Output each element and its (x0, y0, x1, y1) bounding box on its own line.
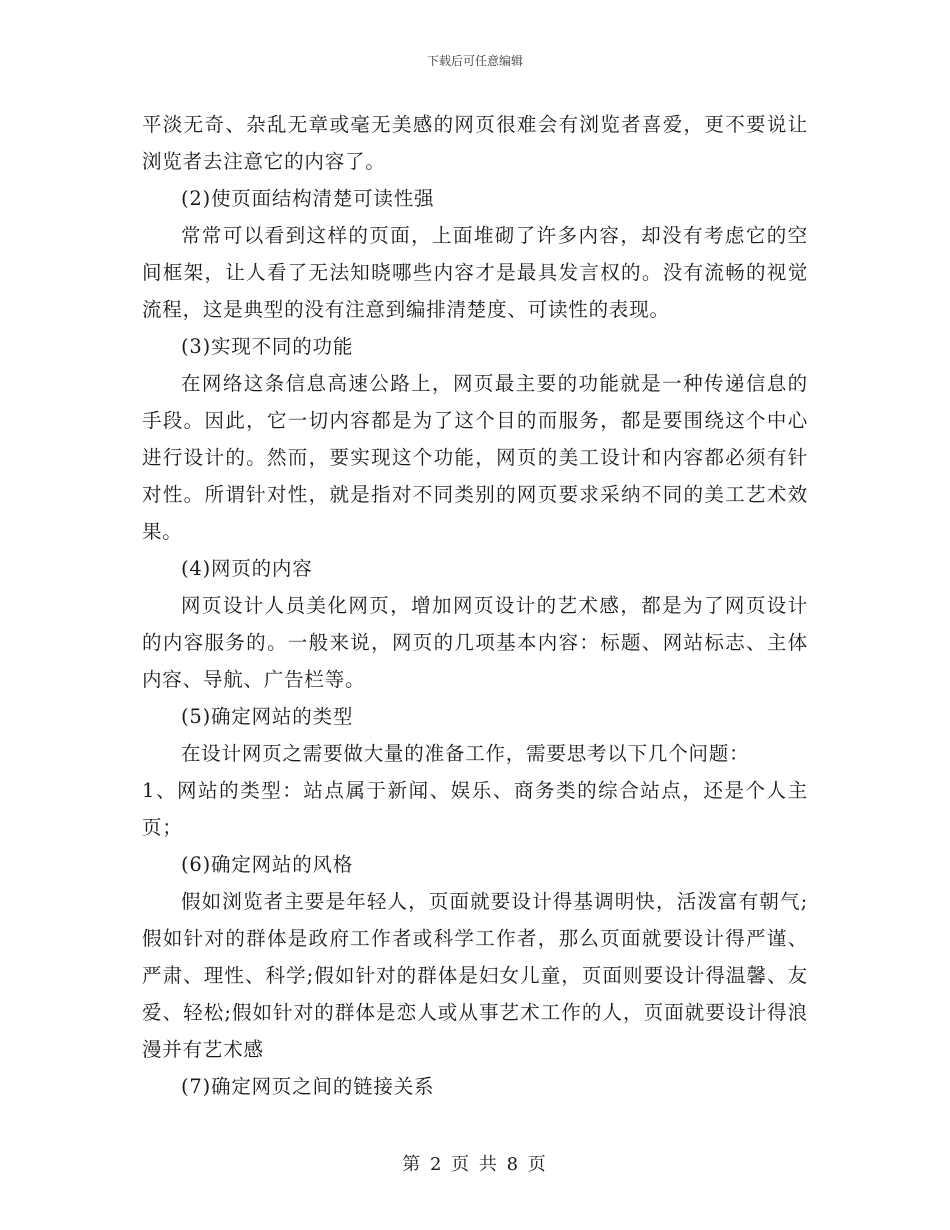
paragraph: 网页设计人员美化网页，增加网页设计的艺术感，都是为了网页设计的内容服务的。一般来说，网页的几项基本内容：标题、网站标志、主体内容、导航、广告栏等。 (142, 594, 808, 691)
paragraph: 在设计网页之需要做大量的准备工作，需要思考以下几个问题： (181, 742, 750, 765)
paragraph: 假如浏览者主要是年轻人，页面就要设计得基调明快，活泼富有朝气;假如针对的群体是政府工作者或科学工作者，那么页面就要设计得严谨、严肃、理性、科学;假如针对的群体是妇女儿童，页面则要设计得温馨、友爱、轻松;假如针对的群体是恋人或从事艺术工作的人，页面就要设计得浪漫并有艺术感 (142, 890, 808, 1061)
section-heading: (3)实现不同的功能 (181, 335, 354, 358)
section-heading: (6)确定网站的风格 (181, 853, 354, 876)
document-body (142, 106, 808, 1105)
section-heading: (5)确定网站的类型 (181, 705, 354, 728)
section-heading: (4)网页的内容 (181, 557, 313, 580)
page-header: 下载后可任意编辑 (426, 54, 523, 68)
paragraph: 在网络这条信息高速公路上，网页最主要的功能就是一种传递信息的手段。因此，它一切内容都是为了这个目的而服务，都是要围绕这个中心进行设计的。然而，要实现这个功能，网页的美工设计和内容都必须有针对性。所谓针对性，就是指对不同类别的网页要求采纳不同的美工艺术效果。 (142, 372, 808, 543)
list-item: 1、网站的类型：站点属于新闻、娱乐、商务类的综合站点，还是个人主页； (142, 779, 808, 839)
page-footer: 第 2 页 共 8 页 (402, 1154, 548, 1175)
paragraph-continuation: 平淡无奇、杂乱无章或毫无美感的网页很难会有浏览者喜爱，更不要说让浏览者去注意它的内容了。 (142, 113, 808, 173)
section-heading: (2)使页面结构清楚可读性强 (181, 187, 435, 210)
section-heading: (7)确定网页之间的链接关系 (181, 1075, 435, 1098)
paragraph: 常常可以看到这样的页面，上面堆砌了许多内容，却没有考虑它的空间框架，让人看了无法知晓哪些内容才是最具发言权的。没有流畅的视觉流程，这是典型的没有注意到编排清楚度、可读性的表现。 (142, 224, 808, 321)
